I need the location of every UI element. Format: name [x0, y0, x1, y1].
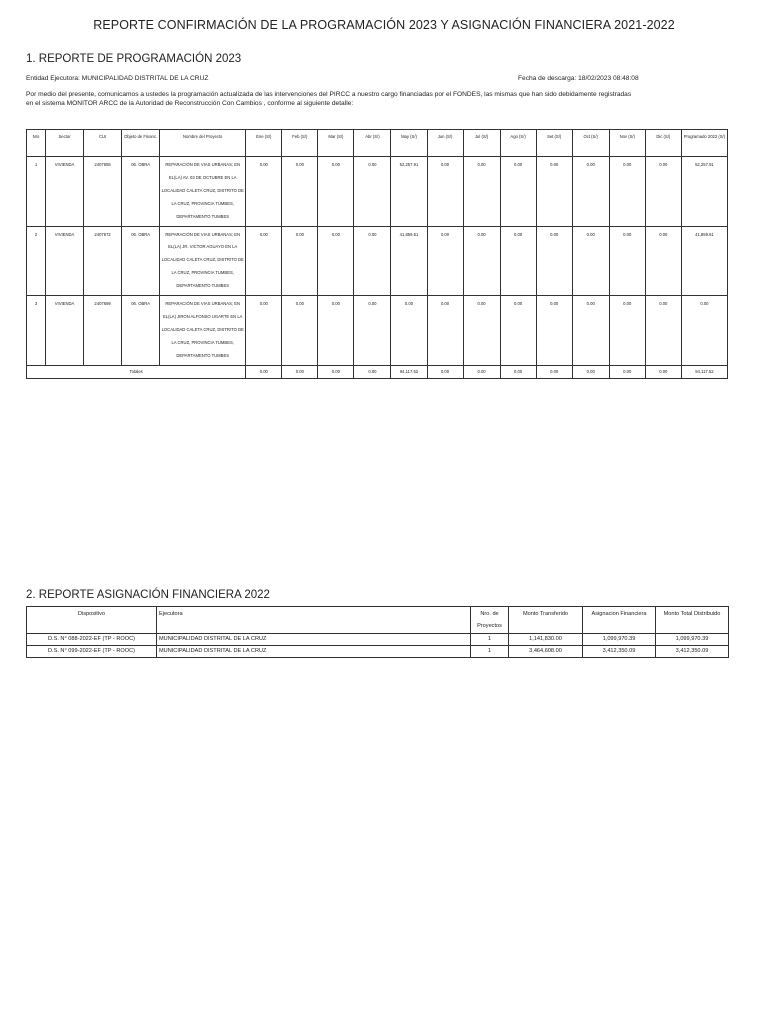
cell-ejecutora: MUNICIPALIDAD DISTRITAL DE LA CRUZ [157, 634, 471, 646]
total-feb: 0.00 [282, 365, 318, 378]
cell-jul: 0.00 [463, 296, 500, 366]
cell-jul: 0.00 [463, 226, 500, 296]
table-row [27, 646, 729, 658]
cell-ene: 0.00 [246, 226, 282, 296]
total-abr: 0.00 [354, 365, 391, 378]
col-header-mar: Mar (S/) [318, 130, 354, 157]
cell-asignacion: 3,412,350.09 [583, 646, 656, 658]
programacion-header-row [27, 130, 728, 157]
col-header-dic: Dic (S/) [645, 130, 681, 157]
cell-cui: 2407699 [84, 296, 122, 366]
total-may: 94,117.52 [391, 365, 427, 378]
intro-line-2: en el sistema MONITOR ARCC de la Autoridad de Reconstrucción Con Cambios , conforme al siguiente detalle: [26, 99, 354, 107]
report-title: REPORTE CONFIRMACIÓN DE LA PROGRAMACIÓN 2023 Y ASIGNACIÓN FINANCIERA 2021-2022 [93, 18, 675, 32]
cell-total: 52,257.91 [681, 157, 727, 227]
cell-nro-proyectos: 1 [471, 646, 509, 658]
cell-objeto: 06. OBRA [122, 226, 160, 296]
cell-nro-proyectos: 1 [471, 634, 509, 646]
cell-total: 41,859.61 [681, 226, 727, 296]
cell-mar: 0.00 [318, 296, 354, 366]
total-dic: 0.00 [645, 365, 681, 378]
cell-abr: 0.00 [354, 226, 391, 296]
col-header-ago: Ago (S/) [500, 130, 536, 157]
cell-nro: 2 [27, 226, 46, 296]
col-header-ene: Ene (S/) [246, 130, 282, 157]
total-oct: 0.00 [572, 365, 609, 378]
cell-asignacion: 1,099,970.39 [583, 634, 656, 646]
cell-sector: VIVIENDA [46, 296, 84, 366]
col-header-set: Set (S/) [536, 130, 572, 157]
cell-jun: 0.00 [427, 296, 463, 366]
cell-monto-transferido: 3,464,608.00 [509, 646, 583, 658]
cell-dispositivo: D.S. N° 088-2022-EF (TP - ROOC) [27, 634, 157, 646]
cell-oct: 0.00 [572, 296, 609, 366]
total-jun: 0.00 [427, 365, 463, 378]
cell-cui: 2407672 [84, 226, 122, 296]
cell-monto-transferido: 1,141,830.00 [509, 634, 583, 646]
cell-set: 0.00 [536, 226, 572, 296]
cell-nombre: REPARACIÓN DE VIAS URBANAS; EN EL(LA) JIRON ALFONSO UGARTE EN LA LOCALIDAD CALETA CRUZ, DISTRITO DE LA CRUZ, PROVINCIA TUMBES, DEPARTAMENTO TUMBES [160, 296, 246, 366]
section2-heading: 2. REPORTE ASIGNACIÓN FINANCIERA 2022 [26, 589, 270, 601]
cell-may: 52,257.91 [391, 157, 427, 227]
programacion-table [26, 129, 728, 379]
cell-objeto: 06. OBRA [122, 157, 160, 227]
cell-sector: VIVIENDA [46, 157, 84, 227]
col-header-cui: CUI [84, 130, 122, 157]
cell-mar: 0.00 [318, 157, 354, 227]
col-header-objeto: Objeto de Financ. [122, 130, 160, 157]
cell-set: 0.00 [536, 157, 572, 227]
total-mar: 0.00 [318, 365, 354, 378]
cell-ago: 0.00 [500, 157, 536, 227]
cell-abr: 0.00 [354, 296, 391, 366]
total-nov: 0.00 [609, 365, 645, 378]
cell-distribuido: 3,412,350.09 [656, 646, 729, 658]
cell-mar: 0.00 [318, 226, 354, 296]
cell-feb: 0.00 [282, 296, 318, 366]
cell-ejecutora: MUNICIPALIDAD DISTRITAL DE LA CRUZ [157, 646, 471, 658]
intro-line-1: Por medio del presente, comunicamos a ustedes la programación actualizada de las intervenciones del PIRCC a nuestro cargo financiadas por el FONDES, las mismas que han sido debidamente registradas [26, 91, 632, 98]
cell-abr: 0.00 [354, 157, 391, 227]
table-row [27, 634, 729, 646]
cell-ago: 0.00 [500, 226, 536, 296]
total-total: 94,117.52 [681, 365, 727, 378]
section1-heading: 1. REPORTE DE PROGRAMACIÓN 2023 [26, 53, 242, 65]
cell-nov: 0.00 [609, 296, 645, 366]
cell-objeto: 06. OBRA [122, 296, 160, 366]
cell-ago: 0.00 [500, 296, 536, 366]
total-jul: 0.00 [463, 365, 500, 378]
col-header-total: Programado 2022 (S/) [681, 130, 727, 157]
table-row [27, 157, 728, 227]
col-header-nro-proyectos: Nro. de Proyectos [471, 607, 509, 634]
cell-dic: 0.00 [645, 296, 681, 366]
totals-label: Totales [27, 365, 246, 378]
cell-dic: 0.00 [645, 157, 681, 227]
cell-set: 0.00 [536, 296, 572, 366]
col-header-ejecutora: Ejecutora [157, 607, 471, 634]
cell-feb: 0.00 [282, 157, 318, 227]
col-header-feb: Feb (S/) [282, 130, 318, 157]
cell-sector: VIVIENDA [46, 226, 84, 296]
cell-jul: 0.00 [463, 157, 500, 227]
cell-ene: 0.00 [246, 157, 282, 227]
cell-ene: 0.00 [246, 296, 282, 366]
fecha-descarga: Fecha de descarga: 18/02/2023 08:48:08 [518, 75, 639, 82]
intro-paragraph [26, 91, 726, 108]
asignacion-header-row [27, 607, 729, 634]
cell-oct: 0.00 [572, 226, 609, 296]
cell-nombre: REPARACIÓN DE VIAS URBANAS; EN EL(LA) AV. 03 DE OCTUBRE EN LA LOCALIDAD CALETA CRUZ, DISTRITO DE LA CRUZ, PROVINCIA TUMBES, DEPARTAMENTO TUMBES [160, 157, 246, 227]
cell-jun: 0.00 [427, 157, 463, 227]
col-header-sector: Sector [46, 130, 84, 157]
entidad-ejecutora: Entidad Ejecutora: MUNICIPALIDAD DISTRITAL DE LA CRUZ [26, 75, 209, 82]
col-header-oct: Oct (S/) [572, 130, 609, 157]
total-ene: 0.00 [246, 365, 282, 378]
table-row [27, 296, 728, 366]
cell-jun: 0.00 [427, 226, 463, 296]
cell-nov: 0.00 [609, 157, 645, 227]
cell-dispositivo: D.S. N° 099-2022-EF (TP - ROOC) [27, 646, 157, 658]
col-header-distribuido: Monto Total Distribuido [656, 607, 729, 634]
col-header-nombre: Nombre del Proyecto [160, 130, 246, 157]
cell-nov: 0.00 [609, 226, 645, 296]
col-header-jun: Jun (S/) [427, 130, 463, 157]
col-header-may: May (S/) [391, 130, 427, 157]
cell-total: 0.00 [681, 296, 727, 366]
col-header-nro: Nro [27, 130, 46, 157]
col-header-jul: Jul (S/) [463, 130, 500, 157]
cell-may: 41,859.61 [391, 226, 427, 296]
col-header-abr: Abr (S/) [354, 130, 391, 157]
totals-row [27, 365, 728, 378]
col-header-nov: Nov (S/) [609, 130, 645, 157]
cell-oct: 0.00 [572, 157, 609, 227]
table-row [27, 226, 728, 296]
col-header-dispositivo: Dispositivo [27, 607, 157, 634]
col-header-asignacion: Asignacion Financiera [583, 607, 656, 634]
col-header-monto-transferido: Monto Transferido [509, 607, 583, 634]
asignacion-table [26, 606, 729, 658]
cell-nombre: REPARACIÓN DE VIAS URBANAS; EN EL(LA) JR. VICTOR AGUAYO EN LA LOCALIDAD CALETA CRUZ, DISTRITO DE LA CRUZ, PROVINCIA TUMBES, DEPARTAMENTO TUMBES [160, 226, 246, 296]
total-set: 0.00 [536, 365, 572, 378]
cell-nro: 1 [27, 157, 46, 227]
cell-nro: 3 [27, 296, 46, 366]
cell-cui: 2407655 [84, 157, 122, 227]
cell-feb: 0.00 [282, 226, 318, 296]
cell-dic: 0.00 [645, 226, 681, 296]
cell-distribuido: 1,099,970.39 [656, 634, 729, 646]
cell-may: 0.00 [391, 296, 427, 366]
total-ago: 0.00 [500, 365, 536, 378]
